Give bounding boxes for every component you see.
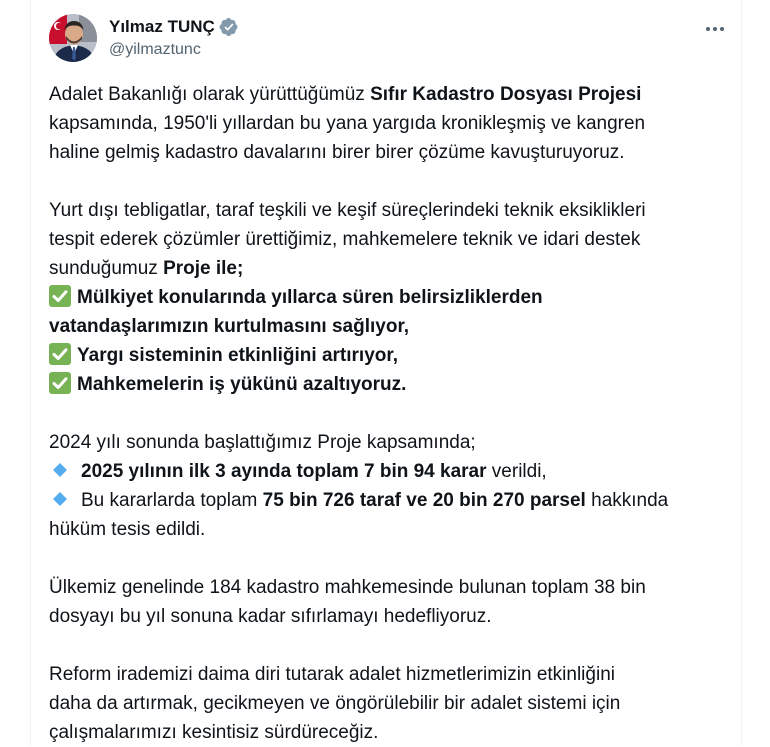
bold-text: 75 bin 726 taraf ve 20 bin 270 parsel bbox=[262, 490, 586, 511]
more-dots-icon[interactable] bbox=[703, 20, 727, 38]
paragraph-gap bbox=[49, 399, 729, 428]
bold-text: 2025 yılının ilk 3 ayında toplam 7 bin 94 karar bbox=[81, 461, 487, 482]
bold-text: Mahkemelerin iş yükünü azaltıyoruz. bbox=[77, 374, 407, 395]
bold-text: Proje ile; bbox=[163, 258, 244, 279]
check-mark-emoji bbox=[49, 285, 71, 307]
check-mark-emoji bbox=[49, 372, 71, 394]
text-span: Adalet Bakanlığı olarak yürüttüğümüz bbox=[49, 84, 371, 105]
bold-text: Yargı sisteminin etkinliğini artırıyor, bbox=[77, 345, 398, 366]
post-line bbox=[49, 254, 729, 283]
text-span: sunduğumuz bbox=[49, 258, 164, 279]
post-line bbox=[49, 80, 729, 109]
paragraph-gap bbox=[49, 167, 729, 196]
small-blue-diamond-emoji bbox=[49, 488, 71, 510]
post-line: çalışmalarımızı kesintisiz sürdüreceğiz. bbox=[49, 722, 379, 743]
post-text bbox=[49, 80, 729, 747]
post-card bbox=[30, 0, 742, 746]
diamond-item bbox=[49, 486, 729, 515]
post-line: Reform irademizi daima diri tutarak adalet hizmetlerimizin etkinliğini bbox=[49, 664, 615, 685]
text-span: hakkında bbox=[585, 490, 669, 511]
post-line: tespit ederek çözümler ürettiğimiz, mahkemelere teknik ve idari destek bbox=[49, 229, 641, 250]
post-line: dosyayı bu yıl sonuna kadar sıfırlamayı hedefliyoruz. bbox=[49, 606, 492, 627]
post-line bbox=[49, 312, 729, 341]
post-line: Ülkemiz genelinde 184 kadastro mahkemesinde bulunan toplam 38 bin bbox=[49, 577, 646, 598]
bold-text: Mülkiyet konularında yıllarca süren belirsizliklerden bbox=[77, 287, 543, 308]
author-handle[interactable]: @yilmaztunc bbox=[109, 41, 201, 58]
check-item bbox=[49, 370, 729, 399]
post-line: hüküm tesis edildi. bbox=[49, 519, 206, 540]
verified-badge-icon bbox=[219, 17, 239, 37]
text-span: verildi, bbox=[486, 461, 547, 482]
post-line: Yurt dışı tebligatlar, taraf teşkili ve keşif süreçlerindeki teknik eksiklikleri bbox=[49, 200, 646, 221]
check-item bbox=[49, 341, 729, 370]
post-line: daha da artırmak, gecikmeyen ve öngörülebilir bir adalet sistemi için bbox=[49, 693, 621, 714]
post-header bbox=[49, 14, 729, 66]
check-item bbox=[49, 283, 729, 312]
small-blue-diamond-emoji bbox=[49, 459, 71, 481]
avatar[interactable] bbox=[49, 14, 97, 62]
profile-photo bbox=[49, 14, 97, 62]
post-line: haline gelmiş kadastro davalarını birer birer çözüme kavuşturuyoruz. bbox=[49, 142, 625, 163]
text-span: Bu kararlarda toplam bbox=[81, 490, 263, 511]
post-line: 2024 yılı sonunda başlattığımız Proje kapsamında; bbox=[49, 432, 476, 453]
paragraph-gap bbox=[49, 544, 729, 573]
post-line: kapsamında, 1950'li yıllardan bu yana yargıda kronikleşmiş ve kangren bbox=[49, 113, 646, 134]
bold-text: Sıfır Kadastro Dosyası Projesi bbox=[370, 84, 642, 105]
diamond-item bbox=[49, 457, 729, 486]
check-mark-emoji bbox=[49, 343, 71, 365]
bold-text: vatandaşlarımızın kurtulmasını sağlıyor, bbox=[49, 316, 410, 337]
author-names bbox=[109, 16, 239, 59]
display-name[interactable]: Yılmaz TUNÇ bbox=[109, 17, 215, 36]
paragraph-gap bbox=[49, 631, 729, 660]
